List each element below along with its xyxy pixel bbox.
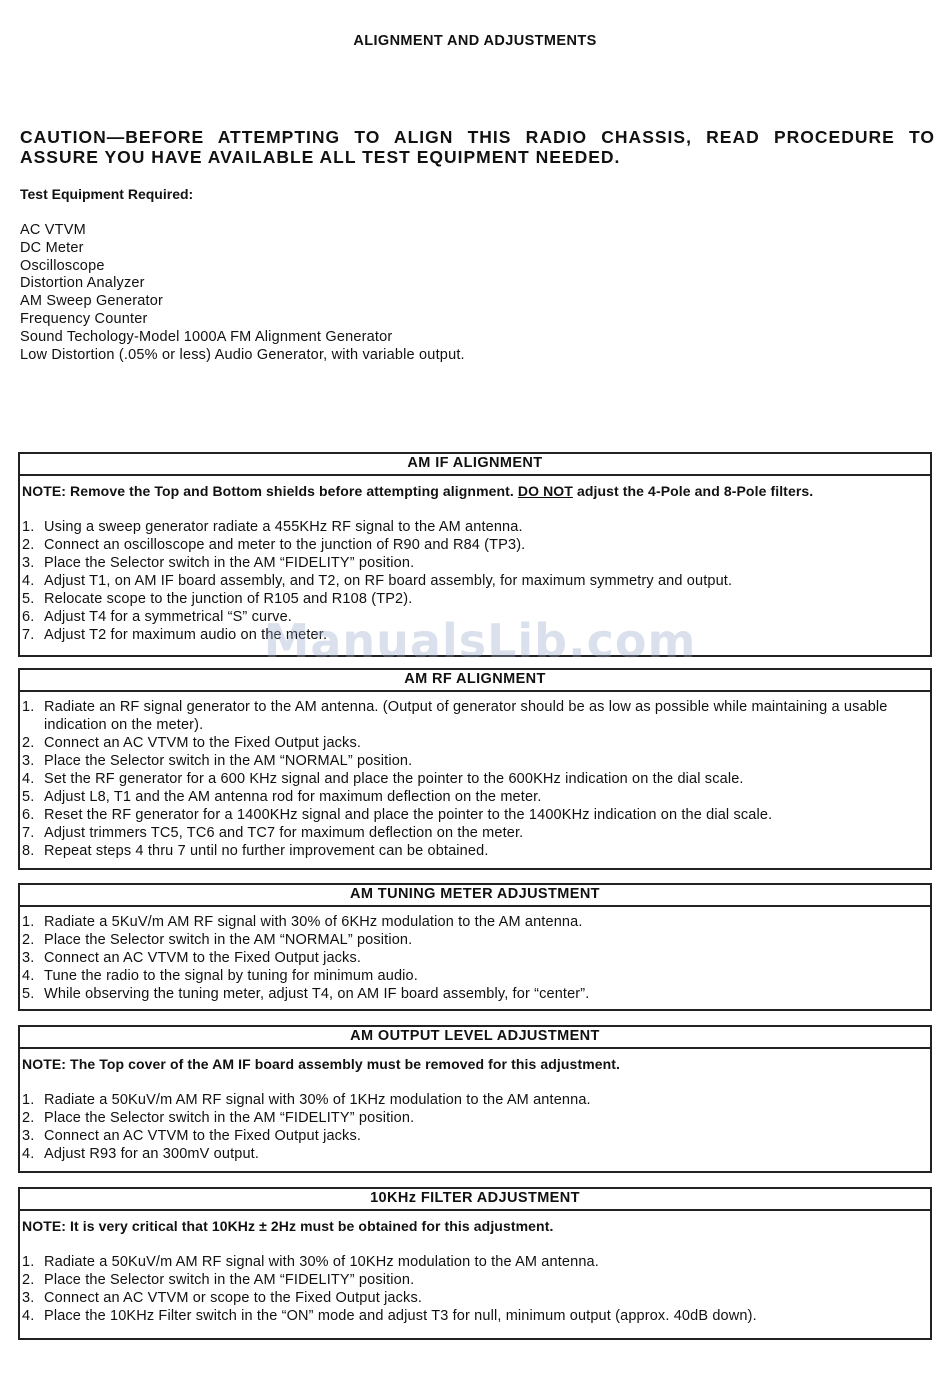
step-list: [22, 913, 930, 1003]
step-item: [22, 824, 930, 842]
step-text: Place the 10KHz Filter switch in the “ON” mode and adjust T3 for null, minimum output (approx. 40dB down).: [44, 1308, 757, 1324]
step-item: [22, 842, 930, 860]
step-number: 4.: [22, 771, 35, 787]
step-item: [22, 770, 930, 788]
step-text: Place the Selector switch in the AM “FIDELITY” position.: [44, 555, 415, 571]
step-item: [22, 985, 930, 1003]
note-emphasis: DO NOT: [517, 483, 573, 499]
step-number: 5.: [22, 789, 35, 805]
step-item: [22, 734, 930, 752]
step-text: Adjust T1, on AM IF board assembly, and T2, on RF board assembly, for maximum symmetry and output.: [44, 573, 733, 589]
step-item: [22, 608, 930, 626]
step-item: [22, 1127, 930, 1145]
equipment-item: Oscilloscope: [20, 257, 105, 274]
equipment-item: AC VTVM: [20, 222, 86, 238]
equipment-item: DC Meter: [20, 239, 84, 256]
step-list: [22, 518, 930, 644]
step-number: 2.: [22, 932, 35, 948]
step-number: 1.: [22, 699, 35, 715]
step-list: [22, 1091, 930, 1163]
step-item: [22, 1109, 930, 1127]
step-text: Connect an AC VTVM to the Fixed Output jacks.: [44, 1128, 362, 1144]
step-text: Connect an AC VTVM or scope to the Fixed Output jacks.: [44, 1290, 423, 1306]
step-text: Radiate a 5KuV/m AM RF signal with 30% of 6KHz modulation to the AM antenna.: [44, 914, 583, 930]
step-number: 6.: [22, 807, 35, 823]
step-text: Radiate a 50KuV/m AM RF signal with 30% of 10KHz modulation to the AM antenna.: [44, 1254, 599, 1270]
step-text: Connect an oscilloscope and meter to the junction of R90 and R84 (TP3).: [44, 537, 526, 553]
am-if-alignment-section: [18, 452, 932, 657]
step-number: 2.: [22, 1272, 35, 1288]
step-number: 3.: [22, 753, 35, 769]
step-text: Adjust T2 for maximum audio on the meter.: [44, 627, 328, 643]
step-number: 1.: [22, 1092, 35, 1108]
step-text: Radiate an RF signal generator to the AM antenna. (Output of generator should be as low as possible while maintaining a usable indication on the meter).: [44, 699, 888, 733]
step-number: 3.: [22, 1290, 35, 1306]
step-item: [22, 1145, 930, 1163]
step-list: [22, 1253, 930, 1325]
step-text: Radiate a 50KuV/m AM RF signal with 30% of 1KHz modulation to the AM antenna.: [44, 1092, 591, 1108]
am-tuning-meter-section: [18, 883, 932, 1011]
step-text: Adjust L8, T1 and the AM antenna rod for maximum deflection on the meter.: [44, 789, 542, 805]
step-number: 1.: [22, 1254, 35, 1270]
step-item: [22, 752, 930, 770]
am-output-level-section: [18, 1025, 932, 1173]
step-item: [22, 590, 930, 608]
step-item: [22, 913, 930, 931]
step-text: Tune the radio to the signal by tuning for minimum audio.: [44, 968, 418, 984]
step-text: Place the Selector switch in the AM “FIDELITY” position.: [44, 1272, 415, 1288]
step-number: 7.: [22, 825, 35, 841]
step-number: 7.: [22, 627, 35, 643]
equipment-item: Frequency Counter: [20, 310, 148, 327]
step-number: 4.: [22, 1146, 35, 1162]
step-text: Connect an AC VTVM to the Fixed Output jacks.: [44, 950, 362, 966]
step-text: Using a sweep generator radiate a 455KHz RF signal to the AM antenna.: [44, 519, 523, 535]
step-number: 2.: [22, 537, 35, 553]
equipment-item: Low Distortion (.05% or less) Audio Generator, with variable output.: [20, 346, 465, 363]
step-number: 3.: [22, 1128, 35, 1144]
step-text: Adjust R93 for an 300mV output.: [44, 1146, 260, 1162]
step-text: Adjust trimmers TC5, TC6 and TC7 for maximum deflection on the meter.: [44, 825, 524, 841]
step-number: 3.: [22, 555, 35, 571]
section-note: [22, 482, 930, 500]
step-item: [22, 626, 930, 644]
step-text: Adjust T4 for a symmetrical “S” curve.: [44, 609, 292, 625]
equipment-item: Distortion Analyzer: [20, 275, 145, 292]
section-title: AM RF ALIGNMENT: [20, 670, 930, 692]
section-title: 10KHz FILTER ADJUSTMENT: [20, 1189, 930, 1211]
10khz-filter-section: [18, 1187, 932, 1340]
step-text: Reset the RF generator for a 1400KHz signal and place the pointer to the 1400KHz indication on the dial scale.: [44, 807, 773, 823]
step-item: [22, 1307, 930, 1325]
watermark: ManualsLib.com: [263, 614, 697, 668]
step-item: [22, 518, 930, 536]
step-list: [22, 698, 930, 860]
step-item: [22, 788, 930, 806]
step-text: Repeat steps 4 thru 7 until no further improvement can be obtained.: [44, 843, 489, 859]
test-equipment-heading: Test Equipment Required:: [20, 186, 194, 202]
am-rf-alignment-section: [18, 668, 932, 870]
step-text: Relocate scope to the junction of R105 and R108 (TP2).: [44, 591, 413, 607]
note-text: adjust the 4-Pole and 8-Pole filters.: [576, 483, 814, 499]
step-number: 4.: [22, 573, 35, 589]
step-item: [22, 554, 930, 572]
step-number: 2.: [22, 735, 35, 751]
page-title: ALIGNMENT AND ADJUSTMENTS: [353, 33, 597, 49]
note-text: NOTE: Remove the Top and Bottom shields before attempting alignment.: [22, 483, 514, 499]
step-item: [22, 1289, 930, 1307]
section-note: NOTE: It is very critical that 10KHz ± 2Hz must be obtained for this adjustment.: [22, 1218, 554, 1234]
step-item: [22, 698, 930, 734]
step-number: 2.: [22, 1110, 35, 1126]
section-title: AM IF ALIGNMENT: [20, 454, 930, 476]
step-item: [22, 931, 930, 949]
step-number: 8.: [22, 843, 35, 859]
step-number: 5.: [22, 986, 35, 1002]
step-number: 4.: [22, 968, 35, 984]
section-title: AM OUTPUT LEVEL ADJUSTMENT: [20, 1027, 930, 1049]
step-text: Connect an AC VTVM to the Fixed Output jacks.: [44, 735, 362, 751]
step-number: 1.: [22, 519, 35, 535]
step-number: 5.: [22, 591, 35, 607]
step-item: [22, 967, 930, 985]
step-text: While observing the tuning meter, adjust T4, on AM IF board assembly, for “center”.: [44, 986, 590, 1002]
step-text: Place the Selector switch in the AM “NORMAL” position.: [44, 932, 413, 948]
section-note: NOTE: The Top cover of the AM IF board assembly must be removed for this adjustment.: [22, 1056, 621, 1072]
step-item: [22, 1253, 930, 1271]
equipment-item: AM Sweep Generator: [20, 293, 164, 310]
step-item: [22, 572, 930, 590]
step-item: [22, 1271, 930, 1289]
caution-text: CAUTION—BEFORE ATTEMPTING TO ALIGN THIS RADIO CHASSIS, READ PROCEDURE TO ASSURE YOU HAVE AVAILABLE ALL TEST EQUIPMENT NEEDED.: [20, 127, 935, 167]
step-number: 4.: [22, 1308, 35, 1324]
section-title: AM TUNING METER ADJUSTMENT: [20, 885, 930, 907]
step-item: [22, 949, 930, 967]
step-item: [22, 536, 930, 554]
equipment-item: Sound Techology-Model 1000A FM Alignment Generator: [20, 328, 393, 345]
step-text: Place the Selector switch in the AM “FIDELITY” position.: [44, 1110, 415, 1126]
step-text: Place the Selector switch in the AM “NORMAL” position.: [44, 753, 413, 769]
step-item: [22, 806, 930, 824]
step-item: [22, 1091, 930, 1109]
step-number: 3.: [22, 950, 35, 966]
step-number: 6.: [22, 609, 35, 625]
step-number: 1.: [22, 914, 35, 930]
test-equipment-list: [20, 222, 465, 364]
step-text: Set the RF generator for a 600 KHz signal and place the pointer to the 600KHz indication on the dial scale.: [44, 771, 744, 787]
